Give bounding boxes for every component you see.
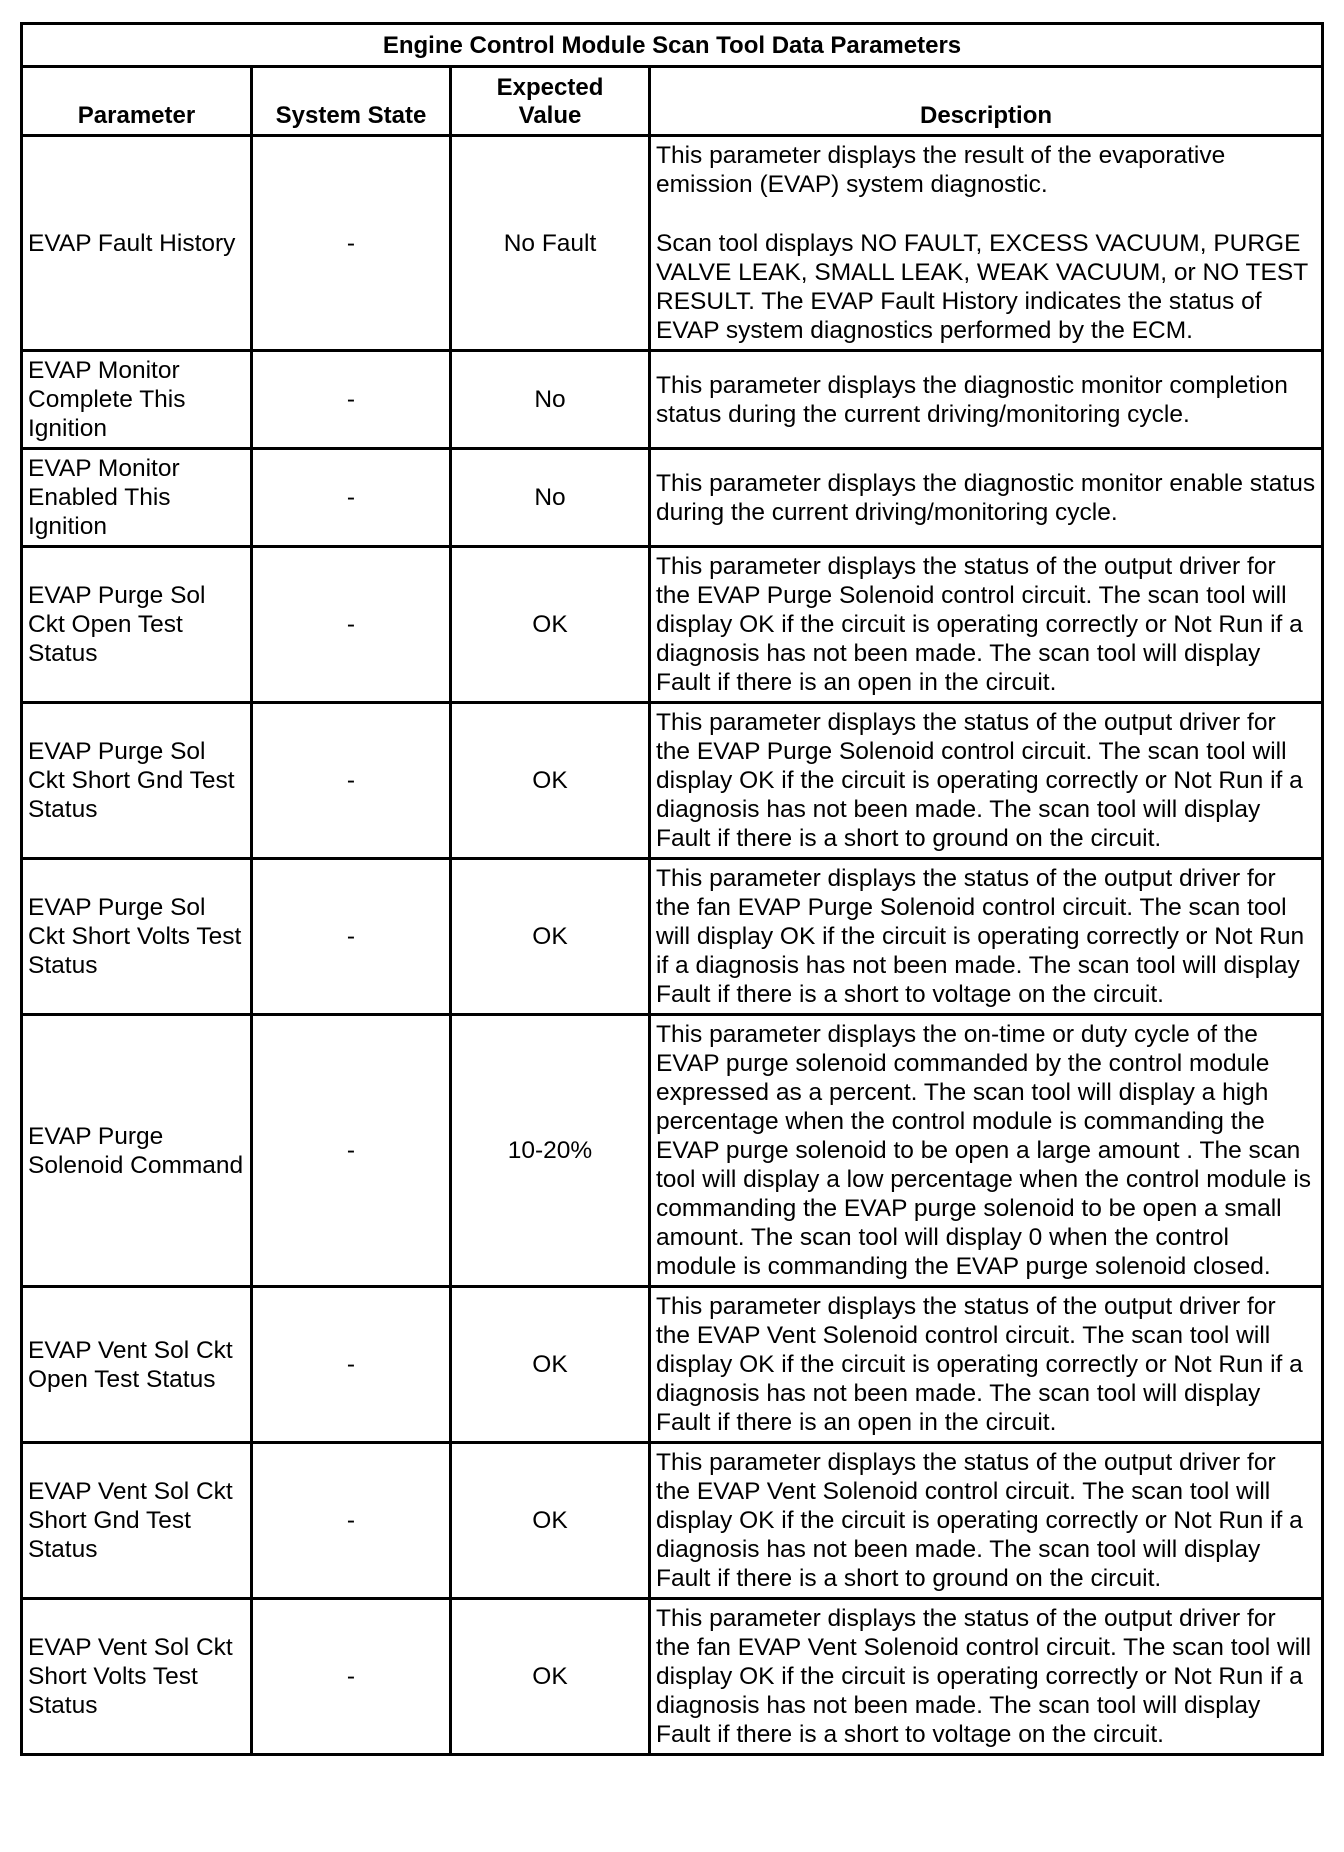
parameter-cell: EVAP Monitor Complete This Ignition [22,351,252,449]
description-paragraph: This parameter displays the status of the output driver for the EVAP Purge Solenoid control circuit. The scan tool will display OK if the circuit is operating correctly or Not Run if a diagnosis has not been made. The scan tool will display Fault if there is an open in the circuit. [656,553,1303,696]
table-row [22,547,1323,703]
system-state-cell: - [252,1443,451,1599]
table-row [22,1599,1323,1755]
parameter-cell: EVAP Purge Sol Ckt Short Volts Test Status [22,859,252,1015]
description-paragraph: This parameter displays the status of the output driver for the EVAP Vent Solenoid control circuit. The scan tool will display OK if the circuit is operating correctly or Not Run if a diagnosis has not been made. The scan tool will display Fault if there is a short to ground on the circuit. [656,1449,1303,1592]
description-paragraph: This parameter displays the diagnostic monitor enable status during the current driving/monitoring cycle. [656,469,1316,526]
description-cell [650,351,1323,449]
description-cell [650,1287,1323,1443]
description-paragraph: This parameter displays the result of the evaporative emission (EVAP) system diagnostic. [656,142,1226,198]
header-description: Description [650,67,1323,136]
expected-value-cell: OK [451,1443,650,1599]
table-row [22,449,1323,547]
expected-value-cell: OK [451,1599,650,1755]
parameter-cell: EVAP Purge Sol Ckt Open Test Status [22,547,252,703]
system-state-cell: - [252,1599,451,1755]
description-cell [650,1015,1323,1287]
header-expected-value [451,67,650,136]
system-state-cell: - [252,136,451,351]
table-row [22,859,1323,1015]
system-state-cell: - [252,547,451,703]
description-cell [650,859,1323,1015]
description-cell [650,1599,1323,1755]
description-cell [650,1443,1323,1599]
expected-value-cell: No [451,449,650,547]
description-cell [650,703,1323,859]
description-cell [650,449,1323,547]
expected-value-cell: No [451,351,650,449]
description-paragraph: This parameter displays the status of the output driver for the EVAP Vent Solenoid control circuit. The scan tool will display OK if the circuit is operating correctly or Not Run if a diagnosis has not been made. The scan tool will display Fault if there is an open in the circuit. [656,1293,1303,1436]
scan-tool-data-table [20,22,1324,1756]
table-row [22,136,1323,351]
description-paragraph: This parameter displays the on-time or duty cycle of the EVAP purge solenoid commanded by the control module expressed as a percent. The scan tool will display a high percentage when the control module is commanding the EVAP purge solenoid to be open a large amount . The scan tool will display a low percentage when the control module is commanding the EVAP purge solenoid to be open a small amount. The scan tool will display 0 when the control module is commanding the EVAP purge solenoid closed. [656,1021,1312,1280]
expected-value-cell: OK [451,859,650,1015]
table-title: Engine Control Module Scan Tool Data Parameters [22,24,1323,67]
parameter-cell: EVAP Purge Sol Ckt Short Gnd Test Status [22,703,252,859]
expected-value-cell: No Fault [451,136,650,351]
table-row [22,1443,1323,1599]
parameter-cell: EVAP Fault History [22,136,252,351]
header-expected-value-line1: Expected [496,74,604,101]
header-expected-value-line2: Value [518,102,582,129]
table-row [22,351,1323,449]
description-paragraph: This parameter displays the status of the output driver for the EVAP Purge Solenoid control circuit. The scan tool will display OK if the circuit is operating correctly or Not Run if a diagnosis has not been made. The scan tool will display Fault if there is a short to ground on the circuit. [656,709,1303,852]
table-body [22,136,1323,1755]
table-row [22,1015,1323,1287]
table-header-row [22,67,1323,136]
parameter-cell: EVAP Vent Sol Ckt Short Gnd Test Status [22,1443,252,1599]
description-paragraph: This parameter displays the diagnostic monitor completion status during the current driving/monitoring cycle. [656,371,1288,428]
parameter-cell: EVAP Monitor Enabled This Ignition [22,449,252,547]
header-parameter: Parameter [22,67,252,136]
system-state-cell: - [252,1287,451,1443]
parameter-cell: EVAP Vent Sol Ckt Short Volts Test Status [22,1599,252,1755]
table-row [22,1287,1323,1443]
system-state-cell: - [252,703,451,859]
description-paragraph: This parameter displays the status of the output driver for the fan EVAP Vent Solenoid control circuit. The scan tool will display OK if the circuit is operating correctly or Not Run if a diagnosis has not been made. The scan tool will display Fault if there is a short to voltage on the circuit. [656,1605,1312,1748]
system-state-cell: - [252,449,451,547]
expected-value-cell: OK [451,1287,650,1443]
expected-value-cell: 10-20% [451,1015,650,1287]
table-row [22,703,1323,859]
system-state-cell: - [252,859,451,1015]
parameter-cell: EVAP Vent Sol Ckt Open Test Status [22,1287,252,1443]
header-system-state: System State [252,67,451,136]
description-paragraph: Scan tool displays NO FAULT, EXCESS VACUUM, PURGE VALVE LEAK, SMALL LEAK, WEAK VACUUM, or NO TEST RESULT. The EVAP Fault History indicates the status of EVAP system diagnostics performed by the ECM. [656,230,1308,344]
table-title-row [22,24,1323,67]
description-cell [650,136,1323,351]
system-state-cell: - [252,351,451,449]
parameter-cell: EVAP Purge Solenoid Command [22,1015,252,1287]
expected-value-cell: OK [451,703,650,859]
description-paragraph: This parameter displays the status of the output driver for the fan EVAP Purge Solenoid control circuit. The scan tool will display OK if the circuit is operating correctly or Not Run if a diagnosis has not been made. The scan tool will display Fault if there is a short to voltage on the circuit. [656,865,1305,1008]
expected-value-cell: OK [451,547,650,703]
description-cell [650,547,1323,703]
system-state-cell: - [252,1015,451,1287]
